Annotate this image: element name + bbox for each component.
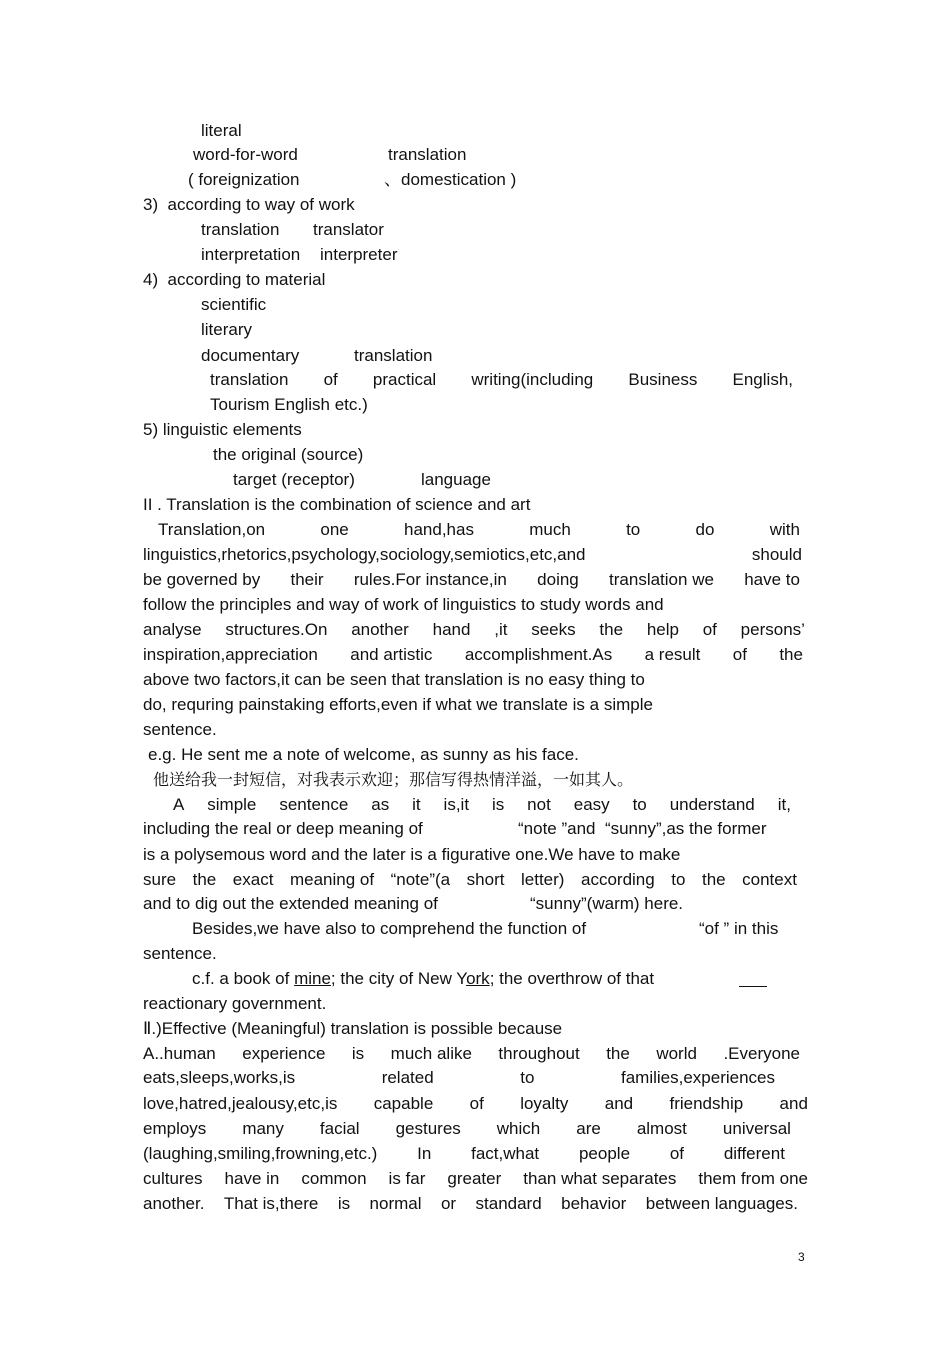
comparison-examples: c.f. a book of mine; the city of New York; the overthrow of that — [192, 969, 655, 988]
text-line: word-for-word — [193, 145, 298, 164]
text-line: scientific — [201, 295, 267, 314]
text-line: the original (source) — [213, 445, 364, 464]
paragraph-line: is a polysemous word and the later is a figurative one.We have to make — [143, 845, 681, 864]
paragraph-line: “of ” in this — [699, 919, 779, 938]
text-line: translation of practical writing(including Business English, — [210, 370, 793, 389]
list-heading: 4) according to material — [143, 270, 326, 289]
paragraph-line: eats,sleeps,works,is related to families,experiences — [143, 1068, 775, 1087]
paragraph-line: love,hatred,jealousy,etc,is capable of loyalty and friendship and — [143, 1094, 808, 1113]
paragraph-line: “note ”and “sunny”,as the former — [518, 819, 767, 838]
paragraph-line: linguistics,rhetorics,psychology,sociology,semiotics,etc,and should — [143, 545, 802, 564]
list-heading: 3) according to way of work — [143, 195, 355, 214]
paragraph-line: sentence. — [143, 720, 217, 739]
paragraph-line: Translation,on one hand,has much to do with — [158, 520, 800, 539]
text-line: translation — [354, 346, 433, 365]
paragraph-line: analyse structures.On another hand ,it seeks the help of persons’ — [143, 620, 805, 639]
paragraph-line: another. That is,there is normal or standard behavior between languages. — [143, 1194, 798, 1213]
paragraph-line: be governed by their rules.For instance,in doing translation we have to — [143, 570, 800, 589]
paragraph-line: (laughing,smiling,frowning,etc.) In fact,what people of different — [143, 1144, 785, 1163]
text-line: target (receptor) — [233, 470, 355, 489]
paragraph-line: do, requring painstaking efforts,even if what we translate is a simple — [143, 695, 653, 714]
list-heading: 5) linguistic elements — [143, 420, 302, 439]
text-line: literal — [201, 121, 242, 140]
paragraph-line: sure the exact meaning of “note”(a short letter) according to the context — [143, 870, 797, 889]
paragraph-line: follow the principles and way of work of linguistics to study words and — [143, 595, 664, 614]
text-line: translator — [313, 220, 384, 239]
paragraph-line: sentence. — [143, 944, 217, 963]
text-line: ( foreignization — [188, 170, 300, 189]
paragraph-line: reactionary government. — [143, 994, 327, 1013]
text-line: interpreter — [320, 245, 398, 264]
paragraph-line: inspiration,appreciation and artistic accomplishment.As a result of the — [143, 645, 803, 664]
paragraph-line: above two factors,it can be seen that translation is no easy thing to — [143, 670, 645, 689]
example-translation: 他送给我一封短信，对我表示欢迎；那信写得热情洋溢，一如其人。 — [153, 770, 634, 789]
paragraph-line: A simple sentence as it is,it is not easy to understand it, — [173, 795, 791, 814]
text-line: literary — [201, 320, 253, 339]
page-number: 3 — [798, 1250, 805, 1264]
text-line: Tourism English etc.) — [210, 395, 368, 414]
paragraph-line: A..human experience is much alike throughout the world .Everyone — [143, 1044, 800, 1063]
paragraph-line: employs many facial gestures which are almost universal — [143, 1119, 791, 1138]
text-line: language — [421, 470, 491, 489]
paragraph-line: including the real or deep meaning of — [143, 819, 423, 838]
text-line: documentary — [201, 346, 300, 365]
section-heading: II . Translation is the combination of science and art — [143, 495, 531, 514]
text-line: interpretation — [201, 245, 301, 264]
section-heading: Ⅱ.)Effective (Meaningful) translation is possible because — [143, 1019, 563, 1038]
text-line: translation — [388, 145, 467, 164]
example-sentence: e.g. He sent me a note of welcome, as sunny as his face. — [148, 745, 579, 764]
paragraph-line: and to dig out the extended meaning of — [143, 894, 438, 913]
paragraph-line: Besides,we have also to comprehend the function of — [192, 919, 587, 938]
paragraph-line: cultures have in common is far greater than what separates them from one — [143, 1169, 808, 1188]
text-line: 、domestication ) — [384, 170, 517, 189]
paragraph-line: “sunny”(warm) here. — [530, 894, 684, 913]
text-line: translation — [201, 220, 280, 239]
underline-blank — [739, 986, 767, 987]
